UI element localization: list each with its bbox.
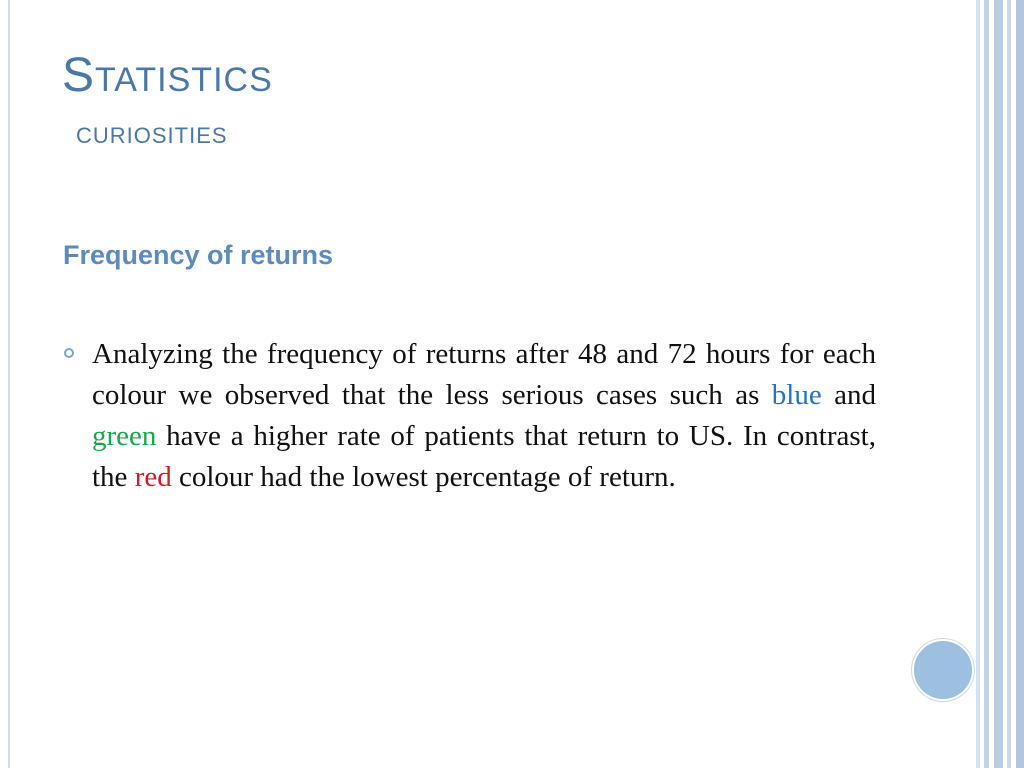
slide-title: Statistics xyxy=(62,49,273,102)
paragraph-text: Analyzing the frequency of returns after 48 and 72 hours for each colour we observed that the less serious cases such as xyxy=(92,338,876,411)
right-stripe xyxy=(1016,0,1024,768)
right-stripe xyxy=(976,0,980,768)
right-stripe xyxy=(994,0,1003,768)
paragraph-text: colour had the lowest percentage of return. xyxy=(171,461,676,493)
section-heading: Frequency of returns xyxy=(63,240,334,270)
left-border-line xyxy=(8,0,10,768)
bullet-paragraph xyxy=(92,334,876,498)
ring-bullet-icon xyxy=(64,348,74,358)
decorative-circle xyxy=(912,639,974,701)
slide-subtitle: curiosities xyxy=(76,114,228,150)
right-stripe xyxy=(1007,0,1011,768)
green-word: green xyxy=(92,420,157,452)
red-word: red xyxy=(134,461,172,493)
right-stripe xyxy=(984,0,989,768)
paragraph-text: have a higher rate of patients that return to US. In contrast, the xyxy=(92,420,876,493)
paragraph-text: and xyxy=(821,379,876,411)
blue-word: blue xyxy=(771,379,822,411)
